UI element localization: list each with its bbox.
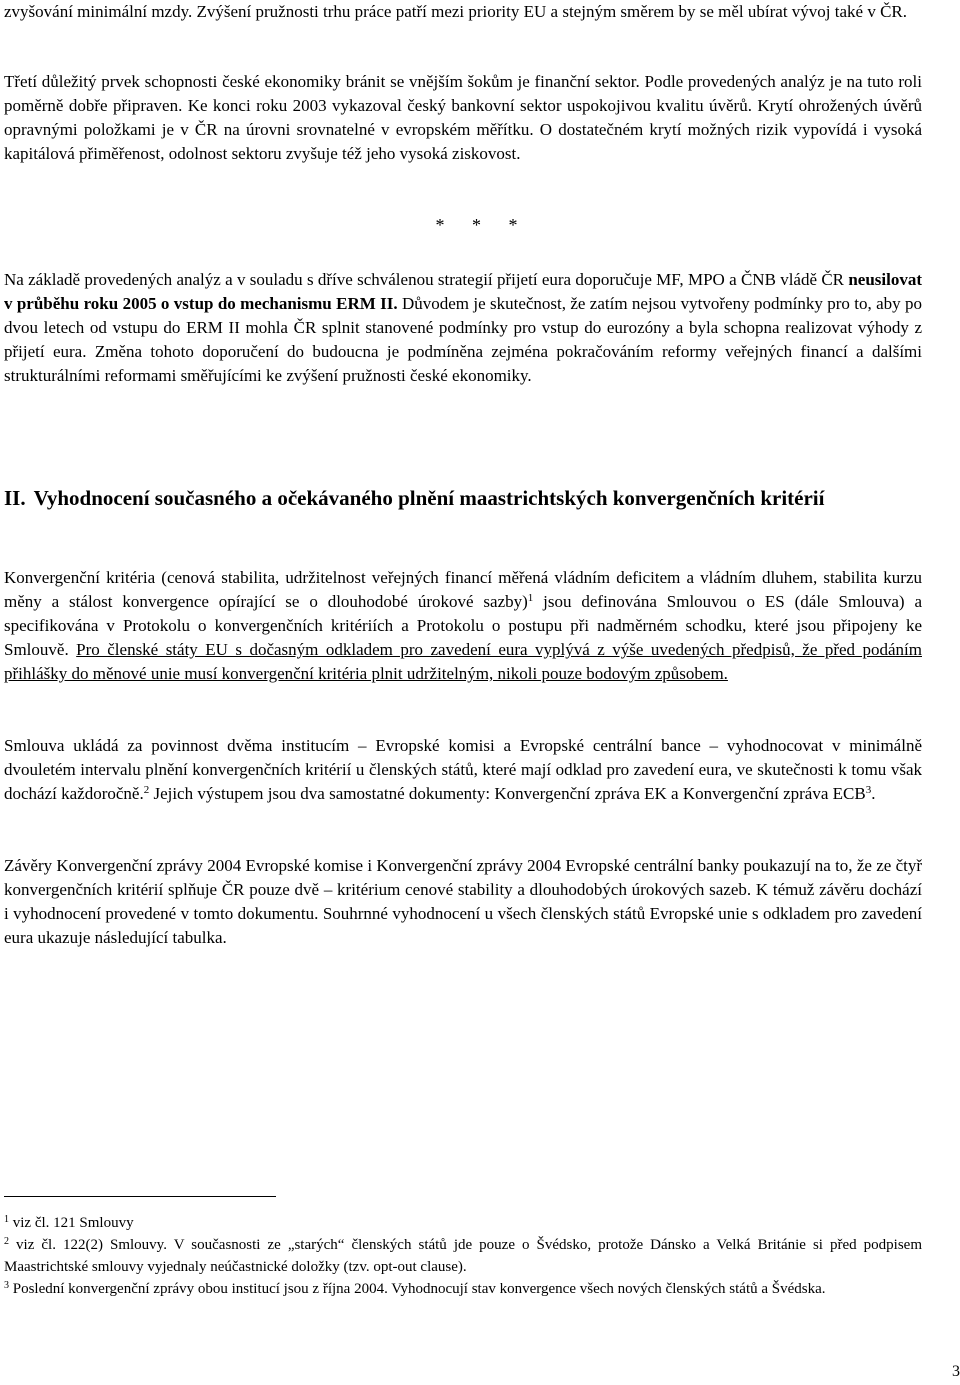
conclusions-paragraph: Závěry Konvergenční zprávy 2004 Evropské komise i Konvergenční zprávy 2004 Evropské centrální banky poukazují na to, že ze čtyř konvergenčních kritérií splňuje ČR pouze dvě – kritérium cenové stability a dlouhodobých úrokových sazeb. K témuž závěru dochází i vyhodnocení provedené v tomto dokumentu. Souhrnné vyhodnocení u všech členských států Evropské unie s odkladem pro zavedení eura ukazuje následující tabulka.: [4, 856, 922, 947]
recommendation-bold-text: neusilovat v průběhu roku 2005 o vstup do mechanismu ERM II.: [4, 270, 922, 313]
footnote-ref-2: 2: [143, 784, 150, 796]
section-number: II.: [4, 486, 26, 510]
footnote-ref-1: 1: [527, 592, 534, 604]
footnote-text: viz čl. 122(2) Smlouvy. V současnosti ze „starých“ členských států jde pouze o Švédsko, protože Dánsko a Velká Británie si před podpisem Maastrichtské smlouvy vyjednaly neúčastnické doložky (tzv. opt-out clause).: [4, 1237, 922, 1275]
recommendation-text-before: Na základě provedených analýz a v souladu s dříve schválenou strategií přijetí eura doporučuje MF, MPO a ČNB vládě ČR: [4, 270, 849, 289]
criteria-paragraph: [4, 566, 922, 686]
criteria-text-part1: Konvergenční kritéria (cenová stabilita, udržitelnost veřejných financí měřená vládním deficitem a vládním dluhem, stabilita kurzu měny a stálost konvergence opírající se o dlouhodobé úrokové sazby): [4, 568, 922, 611]
footnote-item: [4, 1278, 922, 1300]
recommendation-paragraph: [4, 268, 922, 388]
treaty-paragraph: [4, 734, 922, 806]
footnote-divider: [4, 1196, 276, 1197]
section-separator: [424, 213, 529, 237]
criteria-text-part2: jsou definována Smlouvou o ES (dále Smlouva) a specifikována v Protokolu o konvergenčních kritériích a Protokolu o postupu při nadměrném schodku, které jsou připojeny ke Smlouvě.: [4, 592, 922, 659]
intro-paragraph: zvyšování minimální mzdy. Zvýšení pružnosti trhu práce patří mezi priority EU a stejným směrem by se měl ubírat vývoj také v ČR.: [4, 2, 908, 21]
financial-sector-paragraph: Třetí důležitý prvek schopnosti české ekonomiky bránit se vnějším šokům je finanční sektor. Podle provedených analýz je na tuto roli poměrně dobře připraven. Ke konci roku 2003 vykazoval český bankovní sektor uspokojivou kvalitu úvěrů. Krytí ohrožených úvěrů opravnými položkami je v ČR na úrovni srovnatelné v evropském měřítku. O dostatečném krytí možných rizik vypovídá i vysoká kapitálová přiměřenost, odolnost sektoru zvyšuje též jeho vysoká ziskovost.: [4, 72, 922, 163]
footnote-item: [4, 1212, 922, 1234]
footnote-number: 2: [4, 1236, 9, 1247]
footnote-number: 1: [4, 1214, 9, 1225]
criteria-underlined-text: Pro členské státy EU s dočasným odkladem pro zavedení eura vyplývá z výše uvedených předpisů, že před podáním přihlášky do měnové unie musí konvergenční kritéria plnit udržitelným, nikoli pouze bodovým způsobem.: [4, 640, 922, 683]
footnote-number: 3: [4, 1280, 9, 1291]
footnote-item: [4, 1234, 922, 1278]
treaty-text-part1: Smlouva ukládá za povinnost dvěma institucím – Evropské komisi a Evropské centrální bance – vyhodnocovat v minimálně dvouletém intervalu plnění konvergenčních kritérií u členských států, které mají odklad pro zavedení eura, ve skutečnosti k tomu však dochází každoročně.: [4, 736, 922, 803]
treaty-text-part3: .: [871, 784, 876, 803]
section-title: Vyhodnocení současného a očekávaného plnění maastrichtských konvergenčních kritérií: [33, 486, 825, 510]
footnotes: [4, 1212, 922, 1300]
page-number: 3: [952, 1363, 960, 1380]
recommendation-text-after: Důvodem je skutečnost, že zatím nejsou vytvořeny podmínky pro to, aby po dvou letech od vstupu do ERM II mohla ČR splnit stanovené podmínky pro vstup do eurozóny a byla schopna realizovat výhody z přijetí eura. Změna tohoto doporučení do budoucna je podmíněna zejména pokračováním reformy veřejných financí a dalšími strukturálními reformami směřujícími ke zvýšení pružnosti české ekonomiky.: [4, 294, 922, 385]
treaty-text-part2: Jejich výstupem jsou dva samostatné dokumenty: Konvergenční zpráva EK a Konvergenční zpráva ECB: [149, 784, 866, 803]
section-heading: [4, 484, 922, 512]
footnote-ref-3: 3: [865, 784, 872, 796]
footnote-text: viz čl. 121 Smlouvy: [9, 1215, 134, 1231]
separator-star: *: [508, 215, 518, 235]
footnote-text: Poslední konvergenční zprávy obou institucí jsou z října 2004. Vyhodnocují stav konvergence všech nových členských států a Švédska.: [9, 1281, 826, 1297]
separator-star: *: [435, 215, 445, 235]
separator-star: *: [472, 215, 481, 235]
